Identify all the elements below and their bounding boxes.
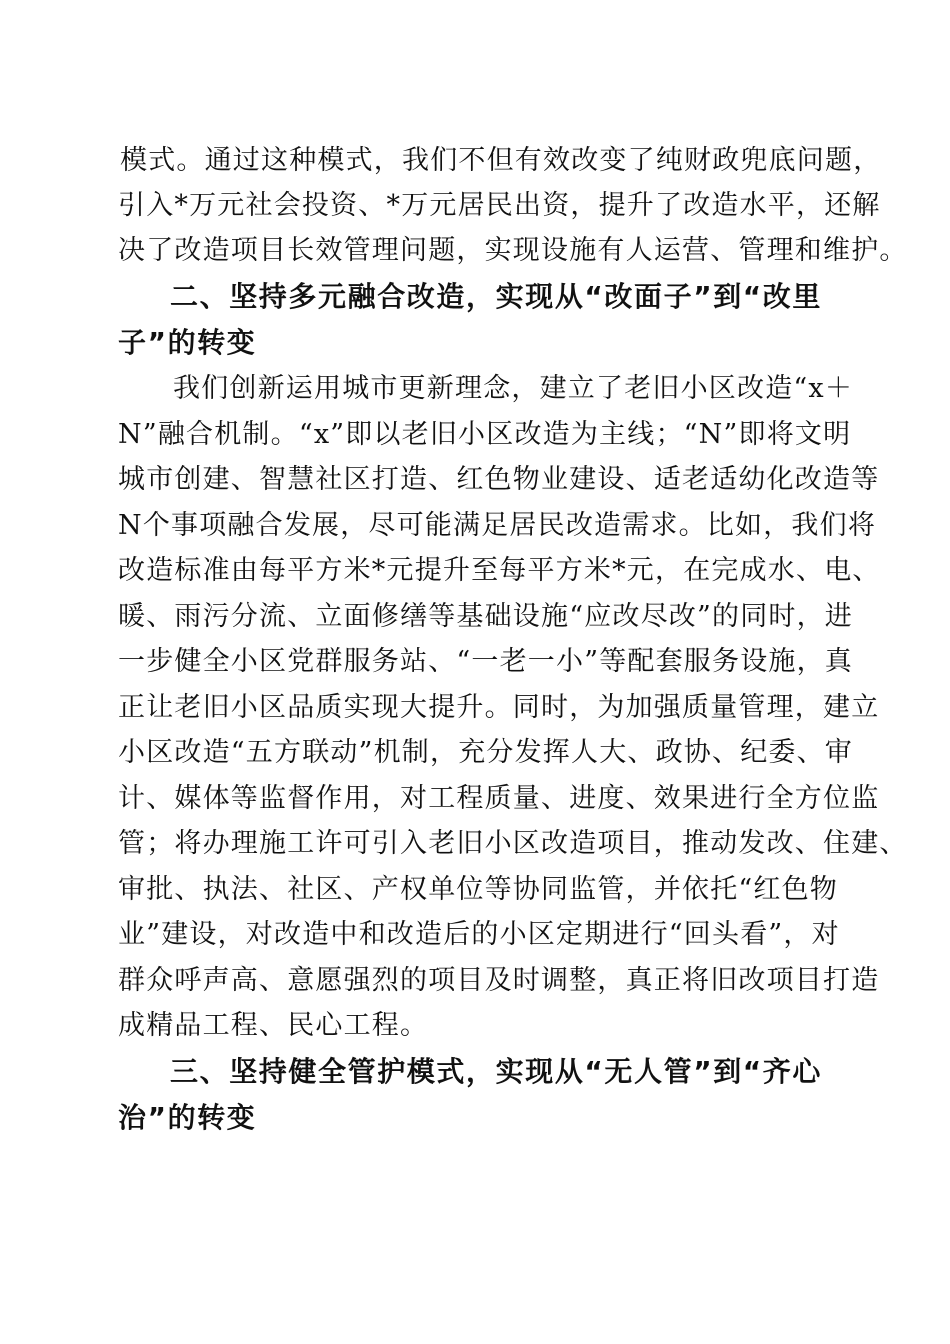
paragraph-line: 我们创新运用城市更新理念，建立了老旧小区改造“x＋ [173, 373, 854, 404]
paragraph-line: 改造标准由每平方米*元提升至每平方米*元，在完成水、电、 [118, 555, 881, 586]
paragraph-line: 城市创建、智慧社区打造、红色物业建设、适老适幼化改造等 [118, 464, 880, 495]
section-heading: 三、坚持健全管护模式，实现从“无人管”到“齐心 [170, 1055, 823, 1088]
paragraph-line: 群众呼声高、意愿强烈的项目及时调整，真正将旧改项目打造 [118, 965, 880, 996]
paragraph-line: 引入*万元社会投资、*万元居民出资，提升了改造水平，还解 [118, 190, 881, 221]
paragraph-line: 计、媒体等监督作用，对工程质量、进度、效果进行全方位监 [118, 783, 880, 814]
paragraph-line: N个事项融合发展，尽可能满足居民改造需求。比如，我们将 [118, 510, 877, 541]
paragraph-line: 正让老旧小区品质实现大提升。同时，为加强质量管理，建立 [118, 692, 880, 723]
paragraph-line: 审批、执法、社区、产权单位等协同监管，并依托“红色物 [118, 874, 839, 905]
paragraph-line: 暖、雨污分流、立面修缮等基础设施“应改尽改”的同时，进 [118, 601, 854, 632]
paragraph-line: N”融合机制。“x”即以老旧小区改造为主线；“N”即将文明 [118, 419, 852, 450]
paragraph-line: 业”建设，对改造中和改造后的小区定期进行“回头看”，对 [118, 919, 840, 950]
paragraph-line: 决了改造项目长效管理问题，实现设施有人运营、管理和维护。 [118, 235, 908, 266]
paragraph-line: 成精品工程、民心工程。 [118, 1010, 429, 1041]
paragraph-line: 小区改造“五方联动”机制，充分发挥人大、政协、纪委、审 [118, 737, 854, 768]
paragraph-line: 管；将办理施工许可引入老旧小区改造项目，推动发改、住建、 [118, 828, 908, 859]
section-heading: 二、坚持多元融合改造，实现从“改面子”到“改里 [170, 280, 823, 313]
paragraph-line: 模式。通过这种模式，我们不但有效改变了纯财政兜底问题， [120, 145, 882, 176]
paragraph-line: 一步健全小区党群服务站、“一老一小”等配套服务设施，真 [118, 646, 854, 677]
section-heading: 子”的转变 [118, 326, 257, 359]
section-heading: 治”的转变 [118, 1101, 257, 1134]
